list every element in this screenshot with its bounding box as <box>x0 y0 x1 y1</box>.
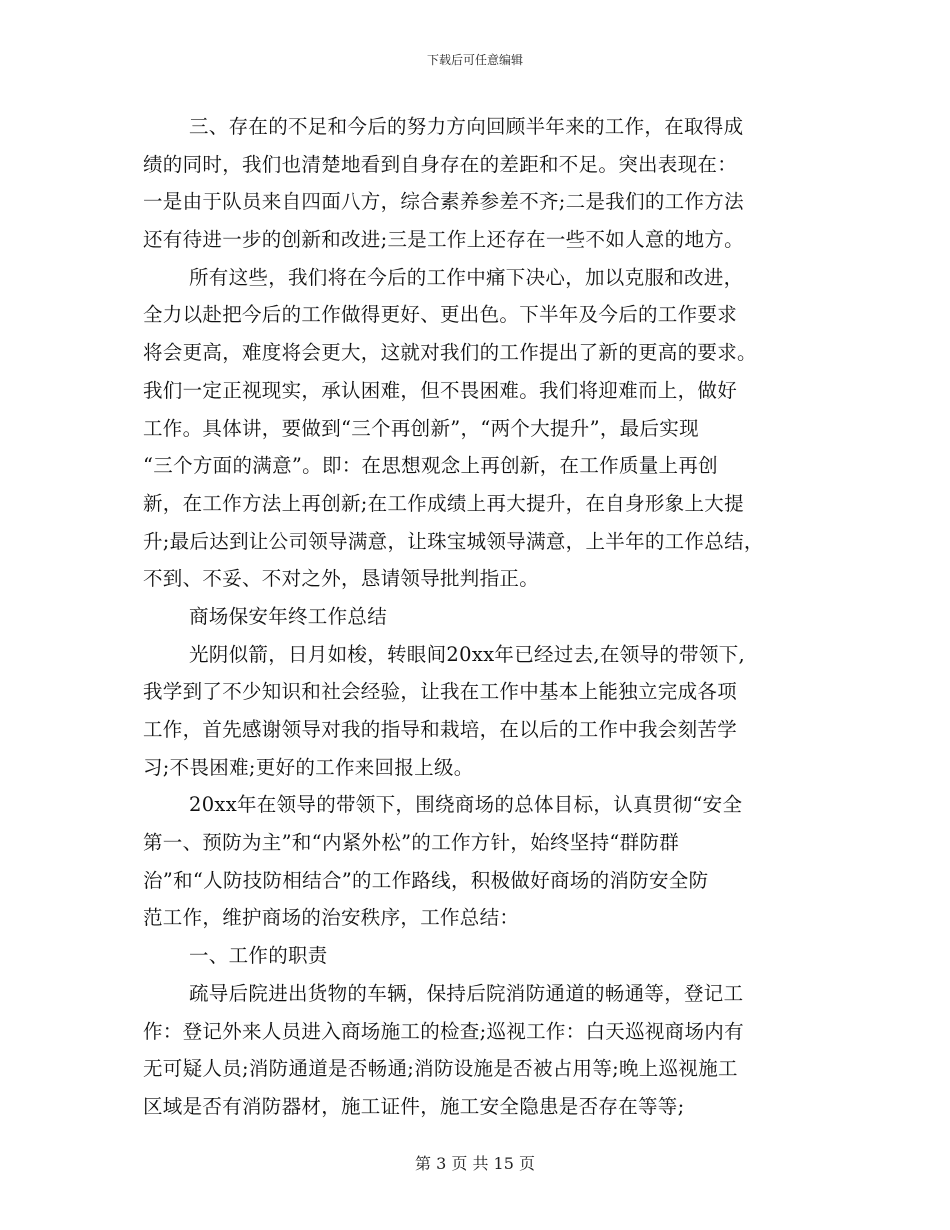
section-title: 商场保安年终工作总结 <box>189 604 388 628</box>
text-line: 升;最后达到让公司领导满意，让珠宝城领导满意，上半年的工作总结， <box>143 529 764 553</box>
document-body <box>143 108 815 1126</box>
text-line: 光阴似箭，日月如梭，转眼间20xx年已经过去,在领导的带领下, <box>189 642 746 666</box>
page-number: 第 3 页 共 15 页 <box>415 1154 535 1173</box>
text-line: 疏导后院进出货物的车辆，保持后院消防通道的畅通等，登记工 <box>189 981 744 1005</box>
text-line: 所有这些，我们将在今后的工作中痛下决心，加以克服和改进， <box>189 265 744 289</box>
text-line: 新，在工作方法上再创新;在工作成绩上再大提升，在自身形象上大提 <box>143 491 744 515</box>
text-line: 区域是否有消防器材，施工证件，施工安全隐患是否存在等等; <box>143 1094 685 1118</box>
page-header: 下载后可任意编辑 <box>426 53 523 67</box>
text-line: 范工作，维护商场的治安秩序，工作总结： <box>143 906 520 930</box>
text-line: 治”和“人防技防相结合”的工作路线，积极做好商场的消防安全防 <box>143 868 709 892</box>
text-line: 我学到了不少知识和社会经验，让我在工作中基本上能独立完成各项 <box>143 680 738 704</box>
section-heading: 一、工作的职责 <box>189 944 328 968</box>
text-line: 习;不畏困难;更好的工作来回报上级。 <box>143 755 474 779</box>
text-line: 不到、不妥、不对之外，恳请领导批判指正。 <box>143 567 540 591</box>
text-line: 无可疑人员;消防通道是否畅通;消防设施是否被占用等;晚上巡视施工 <box>143 1057 738 1081</box>
text-line: 一是由于队员来自四面八方，综合素养参差不齐;二是我们的工作方法 <box>143 190 744 214</box>
text-line: 还有待进一步的创新和改进;三是工作上还存在一些不如人意的地方。 <box>143 228 744 252</box>
text-line: 第一、预防为主”和“内紧外松”的工作方针，始终坚持“群防群 <box>143 831 680 855</box>
text-line: 工作。具体讲，要做到“三个再创新”，“两个大提升”，最后实现 <box>143 416 699 440</box>
text-line: 作：登记外来人员进入商场施工的检查;巡视工作：白天巡视商场内有 <box>143 1019 744 1043</box>
text-line: 20xx年在领导的带领下，围绕商场的总体目标，认真贯彻“安全 <box>189 793 743 817</box>
text-line: 我们一定正视现实，承认困难，但不畏困难。我们将迎难而上，做好 <box>143 378 738 402</box>
text-line: 工作，首先感谢领导对我的指导和栽培，在以后的工作中我会刻苦学 <box>143 718 738 741</box>
text-line: 全力以赴把今后的工作做得更好、更出色。下半年及今后的工作要求 <box>143 303 738 327</box>
text-line: “三个方面的满意”。即：在思想观念上再创新，在工作质量上再创 <box>143 454 718 478</box>
text-line: 三、存在的不足和今后的努力方向回顾半年来的工作，在取得成 <box>189 115 744 138</box>
text-line: 将会更高，难度将会更大，这就对我们的工作提出了新的更高的要求。 <box>143 341 757 365</box>
text-line: 绩的同时，我们也清楚地看到自身存在的差距和不足。突出表现在： <box>143 152 738 176</box>
